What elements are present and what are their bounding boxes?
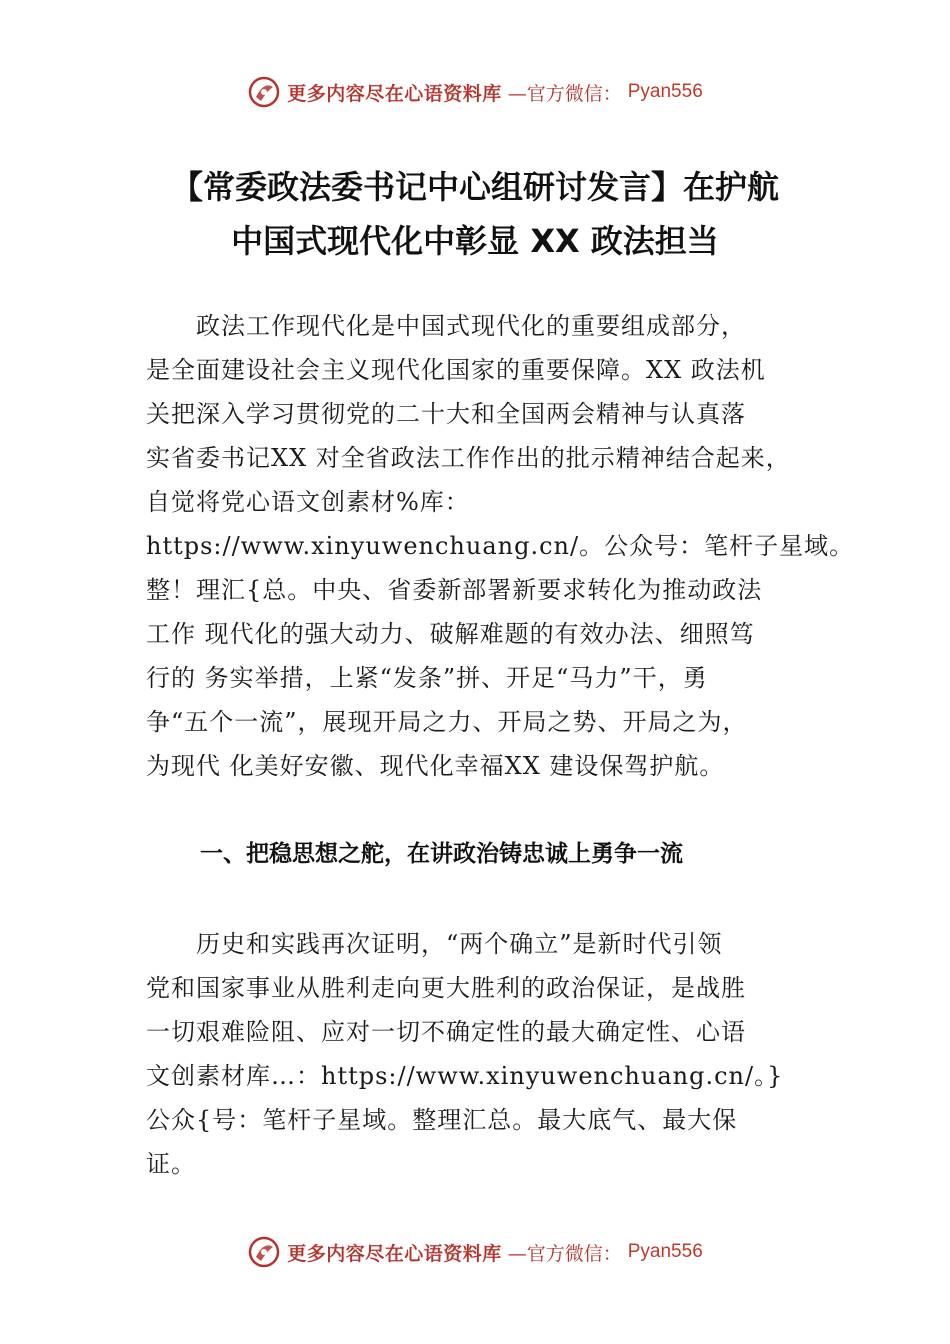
paragraph-line: 实省委书记XX 对全省政法工作作出的批示精神结合起来， — [146, 444, 791, 472]
paragraph-intro — [146, 304, 855, 788]
paragraph-line: 争“五个一流”，展现开局之力、开局之势、开局之为， — [146, 708, 748, 736]
paragraph-line: 文创素材库…：https://www.xinyuwenchuang.cn/。} — [146, 1062, 784, 1090]
paragraph-line: 行的 务实举措，上紧“发条”拼、开足“马力”干，勇 — [146, 664, 708, 692]
footer-banner — [0, 1232, 950, 1272]
paragraph-line: 一切艰难险阻、应对一切不确定性的最大确定性、心语 — [146, 1018, 746, 1046]
paragraph-line: 是全面建设社会主义现代化国家的重要保障。XX 政法机 — [146, 356, 766, 384]
logo-icon — [247, 1235, 281, 1269]
header-banner — [0, 72, 950, 112]
banner-wechat-id: Pyan556 — [627, 1241, 703, 1262]
section-heading-1: 一、把稳思想之舵，在讲政治铸忠诚上勇争一流 — [200, 841, 683, 867]
paragraph-line: 自觉将党心语文创素材%库： — [146, 488, 470, 516]
title-line-2: 中国式现代化中彰显 XX 政法担当 — [231, 222, 719, 260]
paragraph-line: 工作 现代化的强大动力、破解难题的有效办法、细照笃 — [146, 620, 755, 648]
paragraph-line: 政法工作现代化是中国式现代化的重要组成部分， — [146, 312, 746, 340]
banner-text: 更多内容尽在心语资料库 — [287, 1242, 502, 1265]
paragraph-line: 关把深入学习贯彻党的二十大和全国两会精神与认真落 — [146, 400, 746, 428]
paragraph-line: 公众{号：笔杆子星域。整理汇总。最大底气、最大保 — [146, 1106, 738, 1134]
paragraph-line: https://www.xinyuwenchuang.cn/。公众号：笔杆子星域。 — [146, 532, 855, 560]
title-line-1: 【常委政法委书记中心组研讨发言】在护航 — [170, 168, 779, 206]
banner-dash: —官方微信： — [507, 82, 622, 105]
paragraph-line: 整！理汇{总。中央、省委新部署新要求转化为推动政法 — [146, 576, 763, 604]
paragraph-line: 历史和实践再次证明，“两个确立”是新时代引领 — [146, 930, 723, 958]
paragraph-line: 党和国家事业从胜利走向更大胜利的政治保证，是战胜 — [146, 974, 746, 1002]
banner-text: 更多内容尽在心语资料库 — [287, 82, 502, 105]
paragraph-section-1 — [146, 922, 846, 1186]
document-title — [100, 160, 850, 268]
paragraph-line: 为现代 化美好安徽、现代化幸福XX 建设保驾护航。 — [146, 752, 725, 780]
paragraph-line: 证。 — [146, 1150, 196, 1178]
banner-dash: —官方微信： — [507, 1242, 622, 1265]
logo-icon — [247, 75, 281, 109]
banner-wechat-id: Pyan556 — [627, 81, 703, 102]
